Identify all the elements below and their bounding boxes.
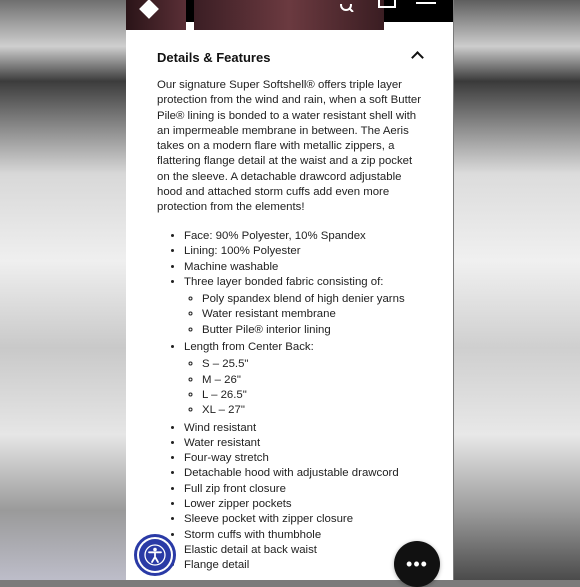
product-image-thumb[interactable]: [126, 0, 186, 30]
top-nav-bar: [126, 0, 453, 22]
list-item: [184, 275, 437, 338]
list-item: • Full zip front closure: [184, 482, 437, 497]
sub-list-item: ◦ M – 26": [202, 373, 437, 388]
list-item-label: Three layer bonded fabric consisting of:: [184, 275, 384, 288]
list-item: • Water resistant: [184, 436, 437, 451]
sub-list-item: ◦ L – 26.5": [202, 388, 437, 403]
list-item: • Wind resistant: [184, 421, 437, 436]
list-item: • Elastic detail at back waist: [184, 543, 437, 558]
sub-list-item: ◦ XL – 27": [202, 403, 437, 418]
menu-icon[interactable]: [416, 2, 436, 4]
list-item-label: Length from Center Back:: [184, 341, 314, 354]
list-item: • Face: 90% Polyester, 10% Spandex: [184, 229, 437, 244]
features-list: [157, 229, 437, 574]
product-description: Our signature Super Softshell® offers triple layer protection from the wind and rain, when a soft Butter Pile® lining is bonded to a water resistant shell with an impermeable membrane in between. The Aeris takes on a modern flare with metallic zippers, a flattering flange detail at the waist and a zip pocket on the sleeve. A detachable drawcord adjustable hood and attached storm cuffs add even more protection from the elements!: [157, 79, 422, 214]
list-item: • Lower zipper pockets: [184, 497, 437, 512]
sub-list-item: ◦ Water resistant membrane: [202, 307, 437, 322]
details-features-heading[interactable]: Details & Features: [157, 50, 271, 65]
list-item: • Detachable hood with adjustable drawcord: [184, 466, 437, 481]
sub-list-item: ◦ Poly spandex blend of high denier yarns: [202, 292, 437, 307]
sub-list-item: ◦ Butter Pile® interior lining: [202, 323, 437, 338]
chevron-up-icon[interactable]: [411, 51, 424, 64]
list-item: • Storm cuffs with thumbhole: [184, 528, 437, 543]
list-item: • Machine washable: [184, 260, 437, 275]
list-item: • Sleeve pocket with zipper closure: [184, 512, 437, 527]
chat-icon: •••: [406, 554, 428, 574]
list-item: • Lining: 100% Polyester: [184, 244, 437, 259]
product-image-main[interactable]: [194, 0, 384, 30]
list-item: [184, 340, 437, 418]
list-item: • Four-way stretch: [184, 451, 437, 466]
background-right: [454, 0, 580, 580]
sub-list-item: ◦ S – 25.5": [202, 357, 437, 372]
list-item: • Flange detail: [184, 558, 437, 573]
background-left: [0, 0, 126, 580]
bag-icon[interactable]: [378, 0, 396, 8]
product-page: [126, 0, 453, 580]
accessibility-icon: [139, 539, 171, 571]
search-icon[interactable]: [340, 0, 354, 14]
chat-button[interactable]: [394, 541, 440, 587]
accessibility-button[interactable]: [134, 534, 176, 576]
